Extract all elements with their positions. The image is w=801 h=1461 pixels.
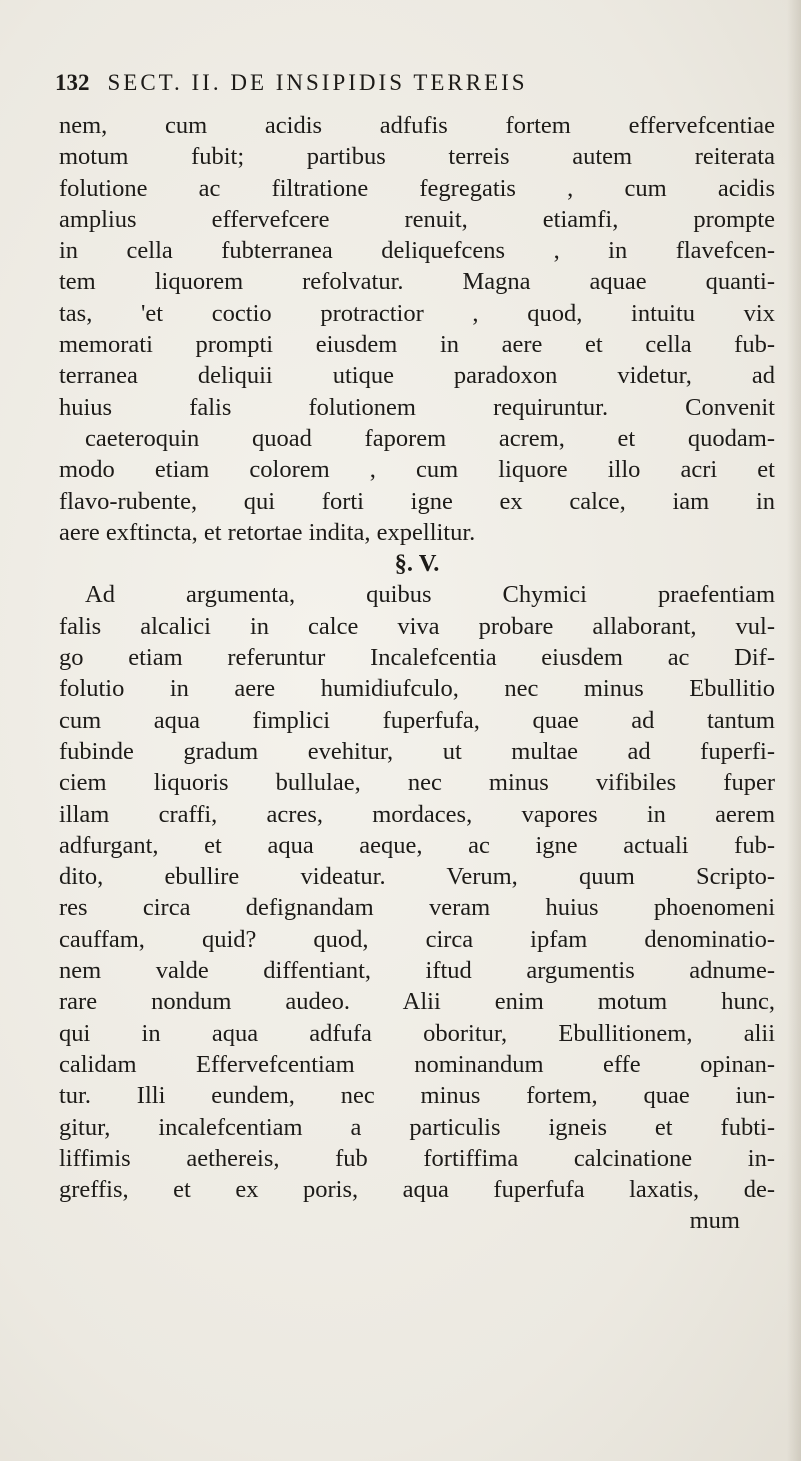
page-edge-shadow — [787, 0, 801, 1461]
text-line: tas, 'et coctio protractior , quod, intuitu vix — [59, 299, 775, 327]
text-line: gitur, incalefcentiam a particulis igneis et fubti- — [59, 1113, 775, 1141]
paragraph-last-line: aere exftincta, et retortae indita, expellitur. — [59, 518, 476, 546]
text-line: illam craffi, acres, mordaces, vapores in aerem — [59, 800, 775, 828]
text-line: go etiam referuntur Incalefcentia eiusdem ac Dif- — [59, 644, 775, 672]
text-line: modo etiam colorem , cum liquore illo acri et — [59, 456, 775, 484]
text-line: liffimis aethereis, fub fortiffima calcinatione in- — [59, 1144, 775, 1172]
running-title: SECT. II. DE INSIPIDIS TERREIS — [107, 70, 528, 95]
body-text — [59, 110, 775, 1237]
text-line: nem, cum acidis adfufis fortem effervefcentiae — [59, 112, 775, 139]
text-line: cauffam, quid? quod, circa ipfam denominatio- — [59, 925, 775, 953]
text-line: fubinde gradum evehitur, ut multae ad fuperfi- — [59, 737, 775, 765]
paragraph-first-line: Ad argumenta, quibus Chymici praefentiam — [85, 581, 775, 609]
text-line: ciem liquoris bullulae, nec minus vifibiles fuper — [59, 769, 775, 797]
text-line: greffis, et ex poris, aqua fuperfufa laxatis, de- — [59, 1176, 775, 1204]
text-line: memorati prompti eiusdem in aere et cella fub- — [59, 331, 775, 359]
paragraph-first-line: caeteroquin quoad faporem acrem, et quodam- — [85, 424, 775, 452]
text-line: motum fubit; partibus terreis autem reiterata — [59, 143, 775, 171]
page-number: 132 — [55, 70, 90, 95]
text-line: folutio in aere humidiufculo, nec minus Ebullitio — [59, 675, 775, 703]
text-line: folutione ac filtratione fegregatis , cum acidis — [59, 174, 775, 202]
text-line: tem liquorem refolvatur. Magna aquae quanti- — [59, 268, 775, 296]
catchword: mum — [689, 1207, 740, 1235]
text-line: falis alcalici in calce viva probare allaborant, vul- — [59, 612, 775, 640]
running-header — [55, 70, 775, 96]
text-line: qui in aqua adfufa oboritur, Ebullitionem, alii — [59, 1019, 775, 1047]
text-line: amplius effervefcere renuit, etiamfi, prompte — [59, 205, 775, 233]
text-line: adfurgant, et aqua aeque, ac igne actuali fub- — [59, 831, 775, 859]
section-heading: §. V. — [394, 550, 440, 578]
text-line: res circa defignandam veram huius phoenomeni — [59, 894, 775, 922]
text-line: tur. Illi eundem, nec minus fortem, quae iun- — [59, 1082, 775, 1110]
text-line: dito, ebullire videatur. Verum, quum Scripto- — [59, 863, 775, 891]
text-line: calidam Effervefcentiam nominandum effe opinan- — [59, 1050, 775, 1078]
text-line: rare nondum audeo. Alii enim motum hunc, — [59, 988, 775, 1016]
text-line: flavo-rubente, qui forti igne ex calce, iam in — [59, 487, 775, 515]
text-line: terranea deliquii utique paradoxon videtur, ad — [59, 362, 775, 390]
text-line: cum aqua fimplici fuperfufa, quae ad tantum — [59, 706, 775, 734]
text-line: huius falis folutionem requiruntur. Convenit — [59, 393, 775, 421]
text-line: in cella fubterranea deliquefcens , in flavefcen- — [59, 237, 775, 265]
text-line: nem valde diffentiant, iftud argumentis adnume- — [59, 957, 775, 985]
